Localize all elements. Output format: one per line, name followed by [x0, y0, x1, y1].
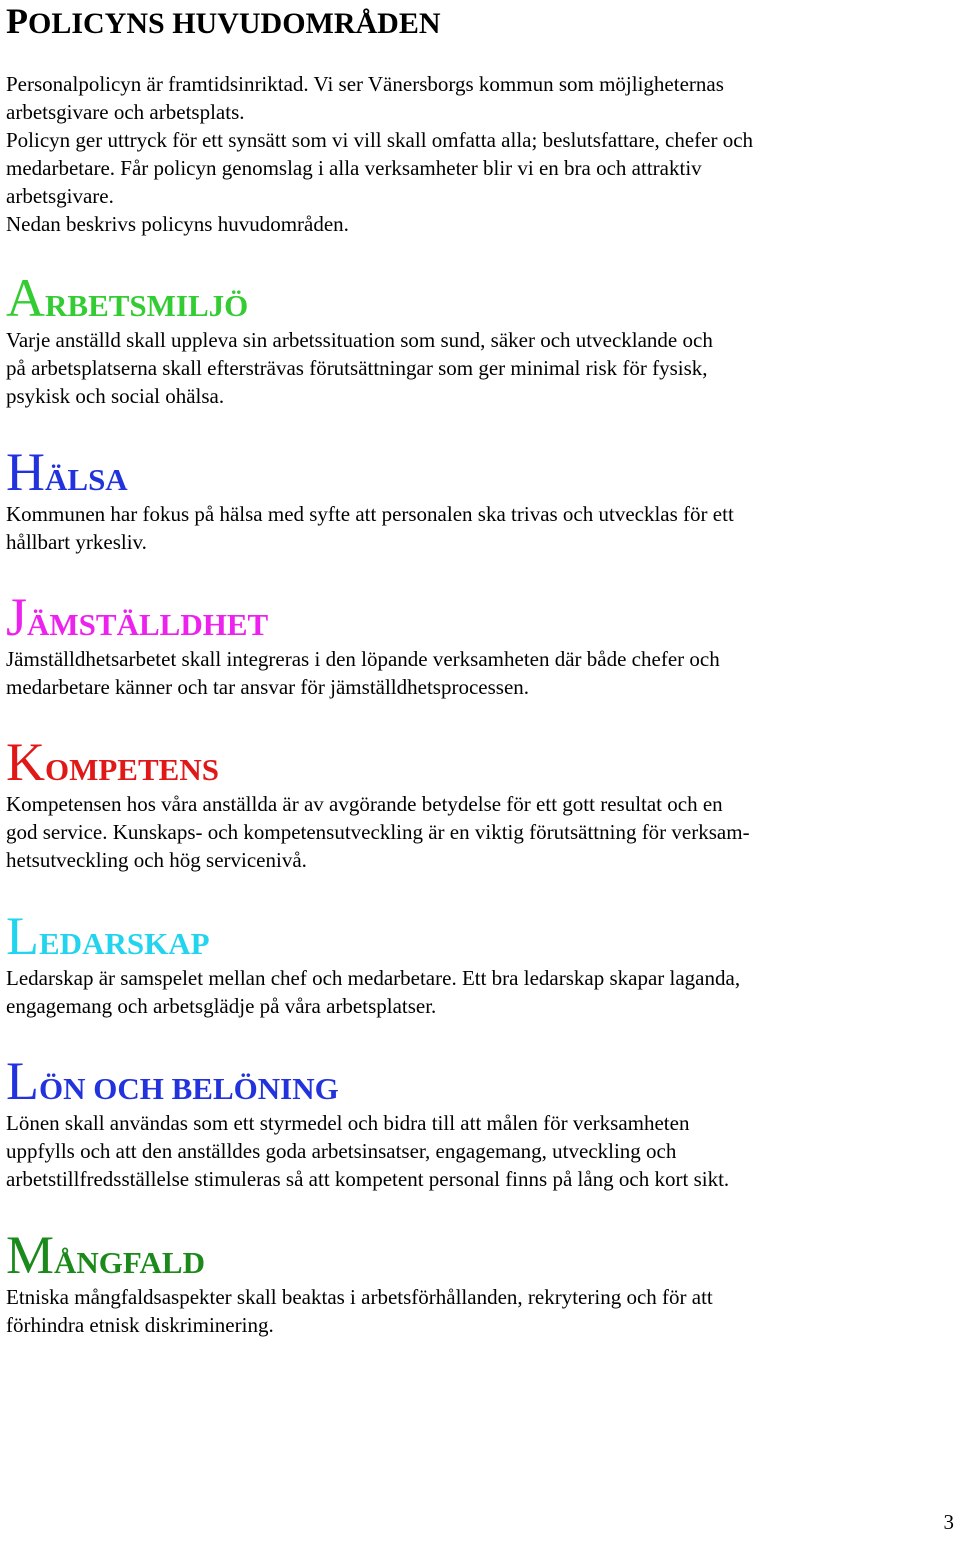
body-line: psykisk och social ohälsa. — [6, 384, 225, 408]
body-line: Jämställdhetsarbetet skall integreras i den löpande verksamheten där både chefer och — [6, 647, 720, 671]
section-kompetens — [6, 734, 946, 874]
body-line: Lönen skall användas som ett styrmedel och bidra till att målen för verksamheten — [6, 1111, 690, 1135]
intro-line: medarbetare. Får policyn genomslag i alla verksamheter blir vi en bra och attraktiv — [6, 156, 702, 180]
page-title-rest: OLICYNS HUVUDOMRÅDEN — [28, 7, 441, 40]
section-heading — [6, 734, 946, 790]
section-arbetsmiljo — [6, 270, 946, 410]
intro-line: Personalpolicyn är framtidsinriktad. Vi ser Vänersborgs kommun som möjligheternas — [6, 72, 724, 96]
body-line: på arbetsplatserna skall eftersträvas förutsättningar som ger minimal risk för fysisk, — [6, 356, 708, 380]
body-line: arbetstillfredsställelse stimuleras så att kompetent personal finns på lång och kort sikt. — [6, 1167, 730, 1191]
intro-line: arbetsgivare. — [6, 184, 114, 208]
body-line: Etniska mångfaldsaspekter skall beaktas i arbetsförhållanden, rekrytering och för att — [6, 1285, 713, 1309]
heading-initial: H — [6, 442, 45, 502]
intro-line: arbetsgivare och arbetsplats. — [6, 100, 245, 124]
body-line: hetsutveckling och hög servicenivå. — [6, 848, 307, 872]
heading-initial: A — [6, 268, 45, 328]
heading-initial: K — [6, 732, 45, 792]
section-heading — [6, 444, 946, 500]
section-halsa — [6, 444, 946, 556]
heading-initial: J — [6, 587, 28, 647]
section-heading — [6, 1227, 946, 1283]
body-line: uppfylls och att den anställdes goda arbetsinsatser, engagemang, utveckling och — [6, 1139, 677, 1163]
body-line: god service. Kunskaps- och kompetensutveckling är en viktig förutsättning för verksam- — [6, 820, 750, 844]
section-body — [6, 790, 946, 874]
section-lon-och-beloning — [6, 1053, 946, 1193]
section-body — [6, 964, 946, 1020]
intro-line: Policyn ger uttryck för ett synsätt som vi vill skall omfatta alla; beslutsfattare, chefer och — [6, 128, 754, 152]
section-body — [6, 1283, 946, 1339]
heading-initial: L — [6, 1051, 39, 1111]
section-heading — [6, 908, 946, 964]
page-title-initial: P — [6, 1, 28, 41]
intro-line: Nedan beskrivs policyns huvudområden. — [6, 212, 349, 236]
body-line: Varje anställd skall uppleva sin arbetssituation som sund, säker och utvecklande och — [6, 328, 713, 352]
section-heading — [6, 270, 946, 326]
section-heading — [6, 1053, 946, 1109]
body-line: hållbart yrkesliv. — [6, 530, 147, 554]
page-number: 3 — [943, 1510, 954, 1534]
section-body — [6, 326, 946, 410]
heading-rest: ÖN OCH BELÖNING — [39, 1071, 339, 1106]
section-ledarskap — [6, 908, 946, 1020]
heading-rest: RBETSMILJÖ — [45, 288, 249, 323]
intro-paragraph — [6, 70, 946, 238]
body-line: förhindra etnisk diskriminering. — [6, 1313, 274, 1337]
heading-rest: ÄLSA — [45, 462, 128, 497]
section-body — [6, 500, 946, 556]
heading-initial: L — [6, 906, 39, 966]
heading-rest: ÅNGFALD — [54, 1245, 205, 1280]
section-jamstalldhet — [6, 589, 946, 701]
body-line: medarbetare känner och tar ansvar för jämställdhetsprocessen. — [6, 675, 530, 699]
section-body — [6, 645, 946, 701]
heading-initial: M — [6, 1225, 55, 1285]
heading-rest: EDARSKAP — [39, 926, 210, 961]
heading-rest: OMPETENS — [45, 752, 219, 787]
section-body — [6, 1109, 946, 1193]
body-line: Ledarskap är samspelet mellan chef och medarbetare. Ett bra ledarskap skapar laganda, — [6, 966, 741, 990]
body-line: Kommunen har fokus på hälsa med syfte att personalen ska trivas och utvecklas för ett — [6, 502, 734, 526]
body-line: engagemang och arbetsglädje på våra arbetsplatser. — [6, 994, 437, 1018]
page-title — [6, 2, 441, 43]
heading-rest: ÄMSTÄLLDHET — [27, 607, 269, 642]
body-line: Kompetensen hos våra anställda är av avgörande betydelse för ett gott resultat och en — [6, 792, 723, 816]
section-mangfald — [6, 1227, 946, 1339]
section-heading — [6, 589, 946, 645]
